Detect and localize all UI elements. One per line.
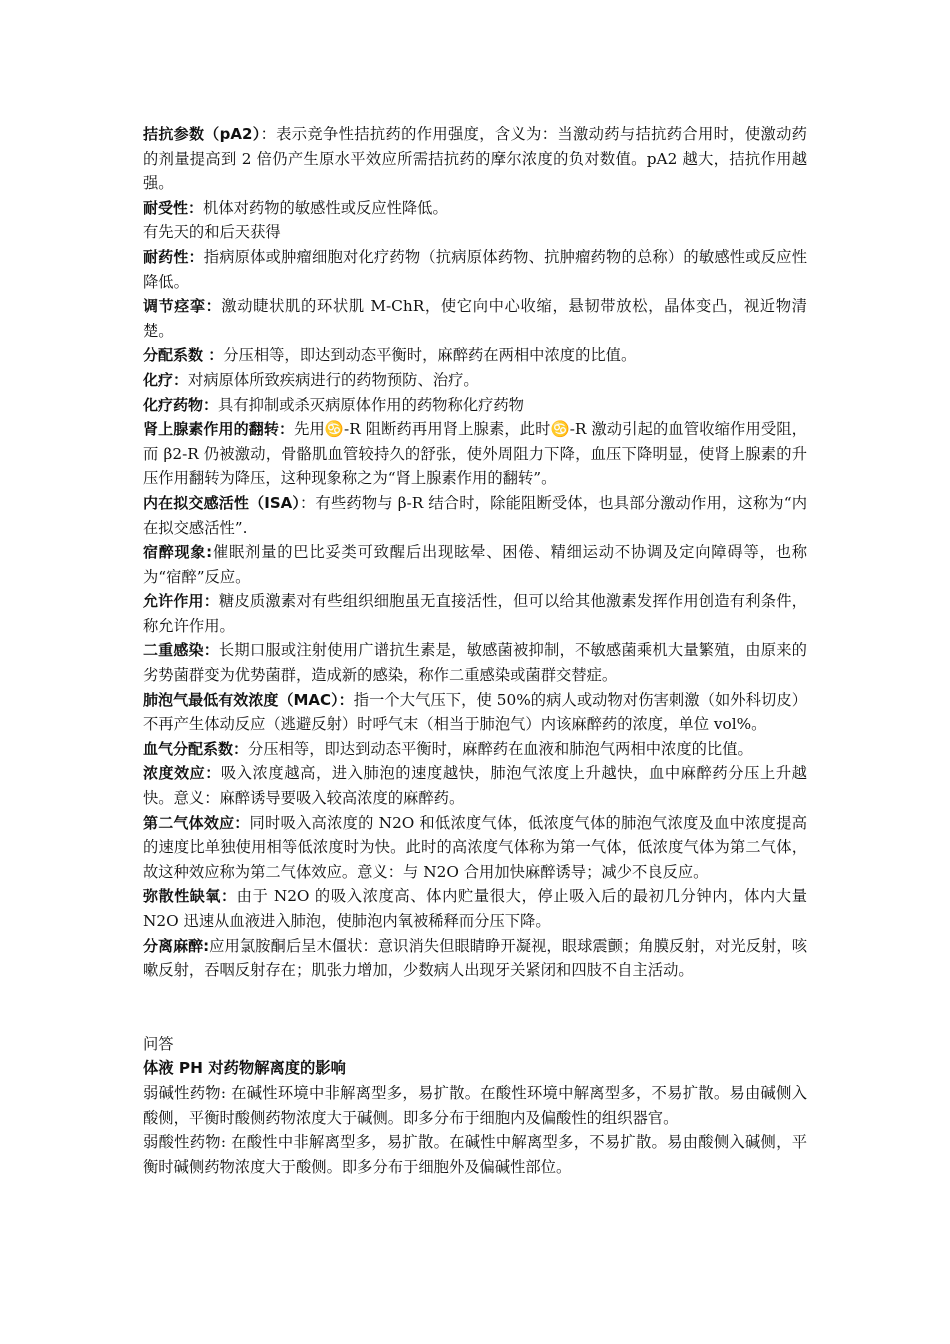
definition-text: 同时吸入高浓度的 N2O 和低浓度气体，低浓度气体的肺泡气浓度及血中浓度提高的速度比单独使用相等低浓度时为快。此时的高浓度气体称为第一气体，低浓度气体为第二气体，故这种效应称为第二气体效应。意义：与 N2O 合用加快麻醉诱导；减少不良反应。	[143, 813, 807, 881]
definition-concentration-effect	[143, 761, 807, 810]
definition-drug-resistance	[143, 245, 807, 294]
definition-text: 指一个大气压下，使 50%的病人或动物对伤害刺激（如外科切皮）不再产生体动反应（逃避反射）时呼气末（相当于肺泡气）内该麻醉药的浓度，单位 vol%。	[143, 690, 807, 734]
definition-text: 由于 N2O 的吸入浓度高、体内贮量很大，停止吸入后的最初几分钟内，体内大量 N2O 迅速从血液进入肺泡，使肺泡内氧被稀释而分压下降。	[143, 887, 807, 930]
definition-text: 具有抑制或杀灭病原体作用的药物称化疗药物	[218, 395, 524, 414]
definition-term: 弥散性缺氧：	[143, 887, 237, 906]
definition-adrenaline-reversal	[143, 417, 807, 491]
definition-text: 指病原体或肿瘤细胞对化疗药物（抗病原体药物、抗肿瘤药物的总称）的敏感性或反应性降低。	[143, 247, 807, 291]
definition-text: 分压相等，即达到动态平衡时，麻醉药在两相中浓度的比值。	[223, 346, 637, 365]
section-gap	[143, 983, 807, 1032]
definition-isa	[143, 491, 807, 540]
answer-weak-base: 弱碱性药物: 在碱性环境中非解离型多，易扩散。在酸性环境中解离型多，不易扩散。易由碱侧入酸侧，平衡时酸侧药物浓度大于碱侧。即多分布于细胞内及偏酸性的组织器官。	[143, 1083, 807, 1127]
question-title: 体液 PH 对药物解离度的影响	[143, 1059, 346, 1078]
definition-term: 血气分配系数：	[143, 739, 249, 758]
definition-tolerance	[143, 196, 807, 221]
definition-text: 长期口服或注射使用广谱抗生素是，敏感菌被抑制，不敏感菌乘机大量繁殖，由原来的劣势菌群变为优势菌群，造成新的感染，称作二重感染或菌群交替症。	[143, 641, 807, 685]
definition-blood-gas-coefficient	[143, 737, 807, 762]
document-page	[143, 122, 807, 1179]
definition-text: 对病原体所致疾病进行的药物预防、治疗。	[188, 370, 479, 389]
definition-tolerance-note	[143, 220, 807, 245]
definition-chemotherapy-drugs	[143, 393, 807, 418]
definition-hangover	[143, 540, 807, 589]
definition-mac	[143, 688, 807, 737]
definition-term: 内在拟交感活性（ISA）	[143, 493, 301, 512]
definition-text: ：有些药物与 β-R 结合时，除能阻断受体，也具部分激动作用，这称为“内在拟交感活性”.	[143, 493, 807, 537]
definition-term: 肾上腺素作用的翻转：	[143, 420, 295, 439]
definition-text: 机体对药物的敏感性或反应性降低。	[203, 198, 448, 217]
definition-text: 有先天的和后天获得	[143, 223, 281, 242]
definition-term: 耐受性：	[143, 198, 204, 217]
definition-term: 耐药性：	[143, 247, 204, 266]
definition-term: 第二气体效应：	[143, 813, 250, 832]
definition-partition-coefficient	[143, 343, 807, 368]
definition-term: 调节痉挛：	[143, 297, 222, 316]
definition-dissociative-anesthesia	[143, 934, 807, 983]
definition-diffusion-hypoxia	[143, 884, 807, 933]
section-title: 问答	[143, 1034, 174, 1053]
definition-text: 应用氯胺酮后呈木僵状：意识消失但眼睛睁开凝视，眼球震颤；角膜反射，对光反射，咳嗽反射，吞咽反射存在；肌张力增加，少数病人出现牙关紧闭和四肢不自主活动。	[143, 936, 807, 980]
definition-text: 糖皮质激素对有些组织细胞虽无直接活性，但可以给其他激素发挥作用创造有利条件，称允许作用。	[143, 592, 807, 635]
definition-term: 分离麻醉:	[143, 936, 210, 955]
answer-weak-acid: 弱酸性药物: 在酸性中非解离型多，易扩散。在碱性中解离型多，不易扩散。易由酸侧入碱侧，平衡时碱侧药物浓度大于酸侧。即多分布于细胞外及偏碱性部位。	[143, 1133, 807, 1176]
definition-term: 二重感染：	[143, 641, 219, 660]
definition-term: 肺泡气最低有效浓度（MAC）：	[143, 690, 354, 709]
definition-chemotherapy	[143, 368, 807, 393]
definition-term: 允许作用：	[143, 592, 219, 611]
definition-text: 催眠剂量的巴比妥类可致醒后出现眩晕、困倦、精细运动不协调及定向障碍等，也称为“宿醉”反应。	[143, 543, 807, 586]
definition-superinfection	[143, 638, 807, 687]
definitions-list	[143, 122, 807, 983]
definition-text: 吸入浓度越高，进入肺泡的速度越快，肺泡气浓度上升越快，血中麻醉药分压上升越快。意义：麻醉诱导要吸入较高浓度的麻醉药。	[143, 764, 807, 808]
qa-section	[143, 1032, 807, 1180]
definition-term: 宿醉现象:	[143, 543, 213, 562]
definition-term: 拮抗参数（pA2）	[143, 125, 261, 143]
definition-text: 激动睫状肌的环状肌 M-ChR，使它向中心收缩，悬韧带放松，晶体变凸，视近物清楚。	[143, 297, 807, 340]
definition-term: 化疗药物：	[143, 395, 219, 414]
definition-text: 分压相等，即达到动态平衡时，麻醉药在血液和肺泡气两相中浓度的比值。	[248, 739, 753, 758]
definition-text: 先用♋-R 阻断药再用肾上腺素，此时♋-R 激动引起的血管收缩作用受阻，而 β2-R 仍被激动，骨骼肌血管较持久的舒张，使外周阻力下降，血压下降明显，使肾上腺素的升压作用翻转为降压，这种现象称之为“肾上腺素作用的翻转”。	[143, 420, 807, 488]
definition-permissive-action	[143, 589, 807, 638]
definition-term: 浓度效应：	[143, 764, 221, 783]
definition-term: 分配系数 ：	[143, 346, 224, 365]
definition-pa2	[143, 122, 807, 196]
definition-second-gas-effect	[143, 811, 807, 885]
definition-accommodation-spasm	[143, 294, 807, 343]
definition-term: 化疗：	[143, 370, 189, 389]
definition-text: ：表示竞争性拮抗药的作用强度，含义为：当激动药与拮抗药合用时，使激动药的剂量提高到 2 倍仍产生原水平效应所需拮抗药的摩尔浓度的负对数值。pA2 越大，拮抗作用越强。	[143, 125, 807, 193]
